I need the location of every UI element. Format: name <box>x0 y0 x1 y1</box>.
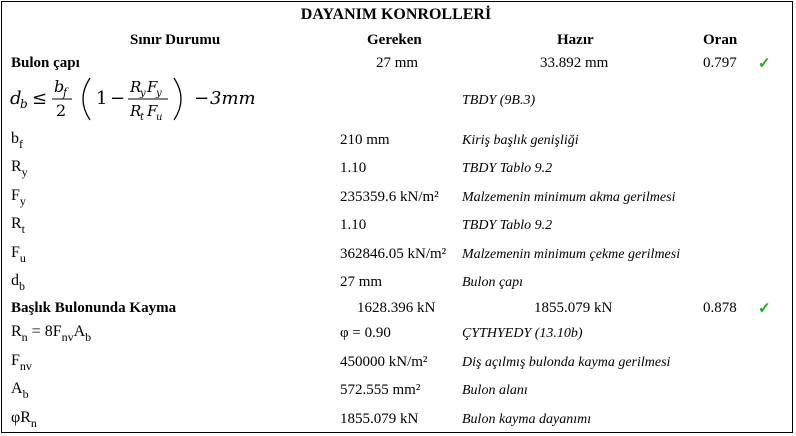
phi-factor: φ = 0.90 <box>340 325 391 341</box>
param-symbol: $\varphi R_n$ <box>11 408 37 430</box>
bolt-diameter-check-icon: ✓ <box>758 56 771 72</box>
svg-text:−: − <box>110 88 126 109</box>
param-symbol: $F_{nv}$ <box>11 352 32 373</box>
bolt-diameter-label: Bulon çapı <box>11 55 80 71</box>
param-value: 210 mm <box>340 132 390 148</box>
svg-text:f: f <box>63 86 68 99</box>
svg-text:≤: ≤ <box>32 88 48 109</box>
svg-text:t: t <box>140 112 145 123</box>
svg-text:3mm: 3mm <box>210 88 256 109</box>
page-title: DAYANIM KONROLLERİ <box>300 6 492 23</box>
param-value: 362846.05 kN/m² <box>340 245 447 262</box>
header-ratio: Oran <box>703 32 738 48</box>
svg-text:2: 2 <box>56 101 67 120</box>
svg-text:d: d <box>10 88 22 109</box>
svg-text:F: F <box>147 102 158 120</box>
header-limit-state: Sınır Durumu <box>130 32 221 48</box>
param-description: Bulon kayma dayanımı <box>462 411 592 427</box>
param-value: 572.555 mm² <box>340 382 421 399</box>
param-description: Malzemenin minimum akma gerilmesi <box>462 189 676 205</box>
param-description: TBDY Tablo 9.2 <box>462 218 553 234</box>
svg-text:y: y <box>156 88 162 99</box>
param-value: 235359.6 kN/m² <box>340 188 439 205</box>
param-description: Kiriş başlık genişliği <box>462 133 579 148</box>
param-description: Bulon çapı <box>462 275 524 290</box>
param-symbol: $b_f$ <box>11 130 23 151</box>
svg-text:F: F <box>147 78 158 96</box>
param-value: 1.10 <box>340 217 367 234</box>
param-description: TBDY Tablo 9.2 <box>462 161 553 177</box>
shear-reference: ÇYTHYEDY (13.10b) <box>462 326 583 341</box>
bolt-diameter-available: 33.892 mm <box>540 55 609 71</box>
param-symbol: $F_y$ <box>11 186 26 208</box>
bolt-diameter-formula <box>10 72 270 124</box>
svg-text:b: b <box>20 97 28 111</box>
header-available: Hazır <box>557 32 594 48</box>
param-description: Malzemenin minimum çekme gerilmesi <box>462 246 681 262</box>
svg-text:−: − <box>194 88 210 109</box>
bolt-shear-label: Başlık Bulonunda Kayma <box>11 300 177 316</box>
param-value: 1855.079 kN <box>340 410 419 427</box>
bolt-diameter-ratio: 0.797 <box>703 55 737 71</box>
param-value: 1.10 <box>340 160 367 177</box>
param-symbol: $R_t$ <box>11 215 26 237</box>
param-symbol: $d_b$ <box>11 272 25 293</box>
formula-reference: TBDY (9B.3) <box>462 93 536 108</box>
bolt-shear-required: 1628.396 kN <box>357 300 436 316</box>
svg-text:u: u <box>156 112 163 123</box>
bolt-shear-available: 1855.079 kN <box>534 300 613 316</box>
shear-formula: $R_n = 8F_{nv}A_b$ <box>11 323 92 344</box>
svg-text:1: 1 <box>96 88 108 109</box>
param-symbol: $F_u$ <box>11 243 26 265</box>
bolt-shear-check-icon: ✓ <box>758 301 771 317</box>
svg-text:y: y <box>140 88 146 99</box>
bolt-shear-ratio: 0.878 <box>703 300 737 316</box>
param-value: 27 mm <box>340 274 383 290</box>
svg-text:b: b <box>54 77 65 96</box>
svg-text:R: R <box>130 102 142 120</box>
svg-text:R: R <box>130 78 142 96</box>
param-value: 450000 kN/m² <box>340 354 428 370</box>
param-symbol: $R_y$ <box>11 158 28 180</box>
param-symbol: $A_b$ <box>11 380 29 402</box>
param-description: Bulon alanı <box>462 383 528 399</box>
param-description: Diş açılmış bulonda kayma gerilmesi <box>462 355 671 370</box>
bolt-diameter-required: 27 mm <box>376 55 419 71</box>
header-required: Gereken <box>367 32 422 48</box>
